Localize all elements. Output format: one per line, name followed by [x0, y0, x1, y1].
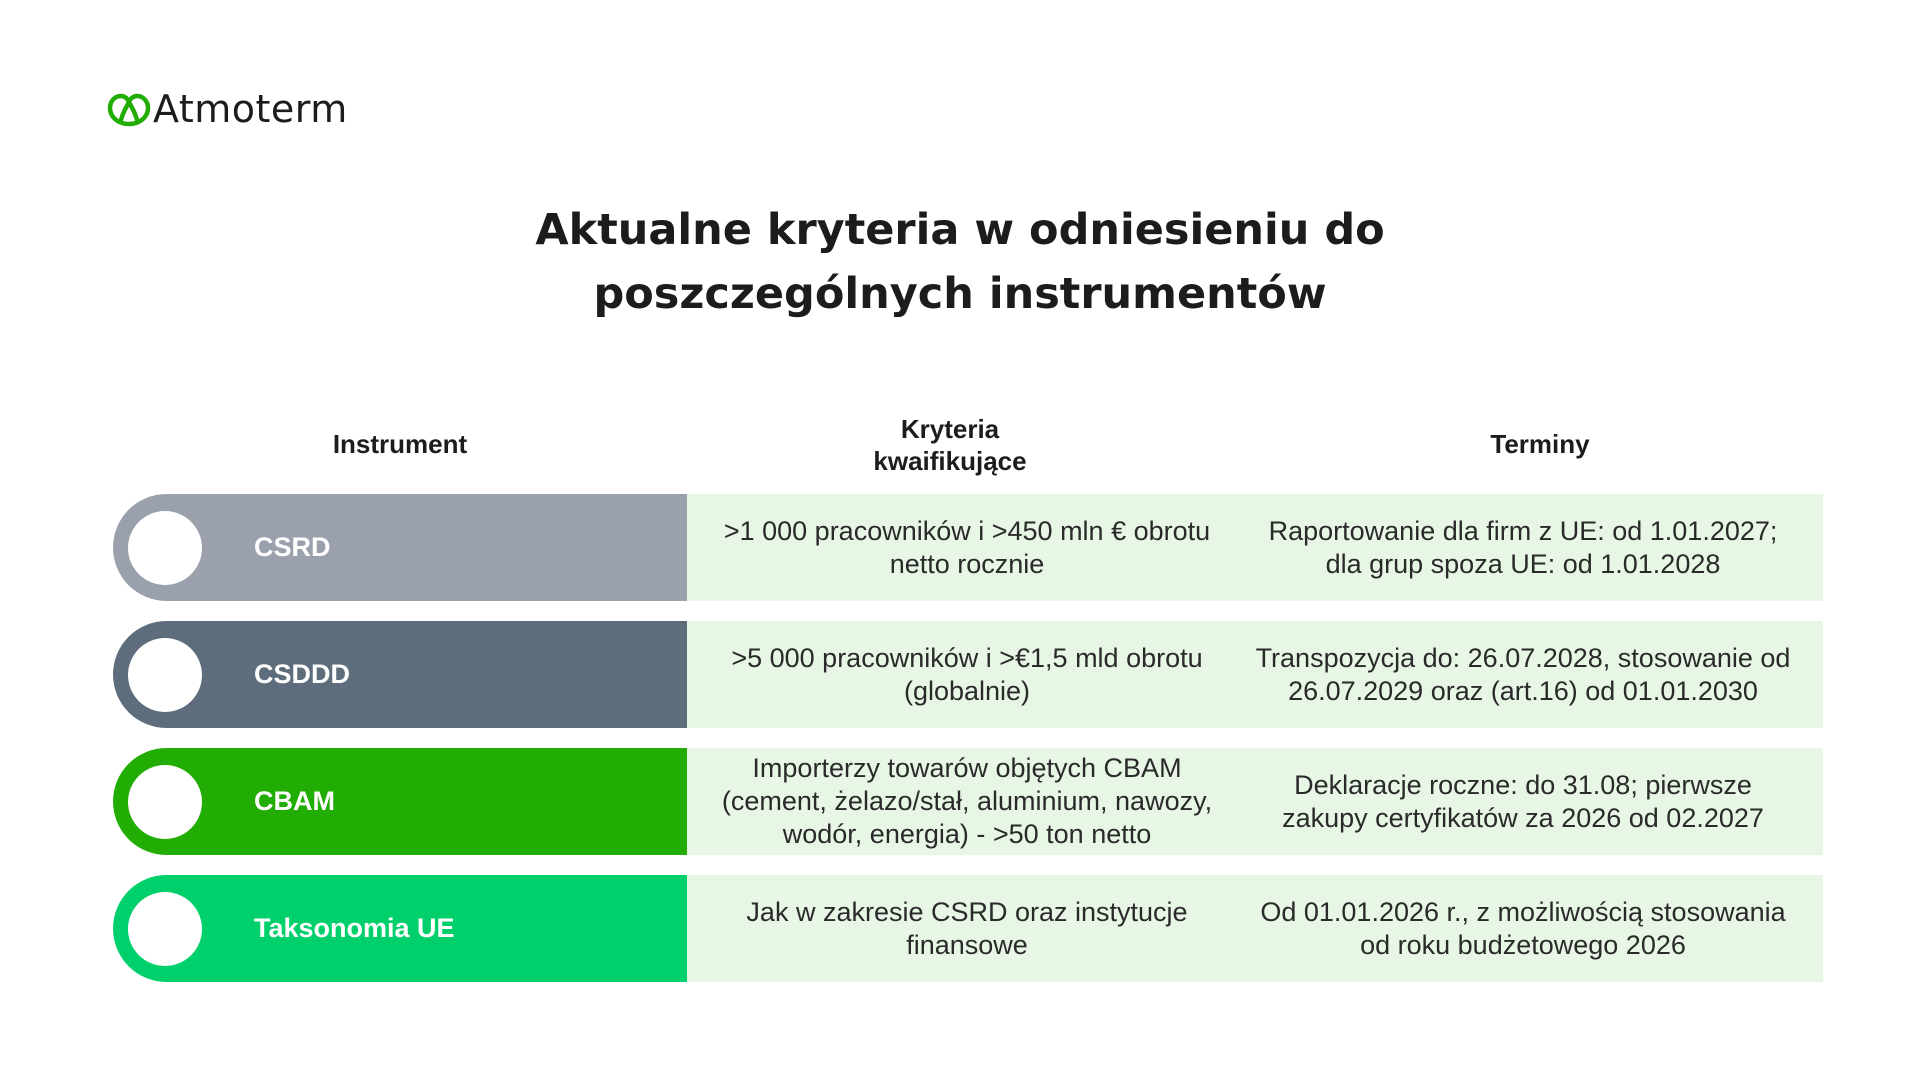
terms-cell [1243, 621, 1803, 728]
criteria-text: >1 000 pracowników i >450 mln € obrotu netto rocznie [723, 515, 1211, 579]
instrument-pill [113, 621, 687, 728]
terms-cell [1243, 875, 1803, 982]
criteria-cell [687, 875, 1247, 982]
logo-text: Atmoterm [153, 87, 348, 131]
atmoterm-logo-icon [107, 90, 151, 128]
page-title: Aktualne kryteria w odniesieniu do poszczególnych instrumentów [535, 205, 1385, 319]
instrument-pill [113, 748, 687, 855]
terms-text: Od 01.01.2026 r., z możliwością stosowania od roku budżetowego 2026 [1260, 896, 1786, 960]
instrument-label: CSRD [254, 532, 331, 562]
pill-circle [128, 511, 202, 585]
criteria-text: Jak w zakresie CSRD oraz instytucje finansowe [746, 896, 1188, 960]
row-cells [687, 621, 1823, 728]
terms-cell [1243, 748, 1803, 855]
instrument-label: Taksonomia UE [254, 913, 455, 943]
terms-text: Transpozycja do: 26.07.2028, stosowanie od 26.07.2029 oraz (art.16) od 01.01.2030 [1255, 642, 1791, 706]
row-cells [687, 748, 1823, 855]
pill-circle [128, 638, 202, 712]
table-row-csrd [113, 494, 1823, 601]
column-header-instrument: Instrument [332, 429, 468, 459]
pill-circle [128, 892, 202, 966]
brand-logo [107, 88, 348, 130]
terms-cell [1243, 494, 1803, 601]
table-row-csddd [113, 621, 1823, 728]
instrument-label: CBAM [254, 786, 335, 816]
pill-circle [128, 765, 202, 839]
column-header-criteria-label: Kryteria kwaifikujące [873, 414, 1027, 476]
row-cells [687, 494, 1823, 601]
column-header-terms: Terminy [1490, 429, 1590, 459]
row-cells [687, 875, 1823, 982]
criteria-cell [687, 748, 1247, 855]
criteria-text: >5 000 pracowników i >€1,5 mld obrotu (globalnie) [731, 642, 1203, 706]
instrument-pill [113, 875, 687, 982]
instrument-label: CSDDD [254, 659, 351, 689]
instrument-pill [113, 494, 687, 601]
criteria-text: Importerzy towarów objętych CBAM (cement, żelazo/stał, aluminium, nawozy, wodór, energia) - >50 ton netto [721, 753, 1213, 849]
table-row-taksonomia [113, 875, 1823, 982]
criteria-cell [687, 494, 1247, 601]
table-row-cbam [113, 748, 1823, 855]
column-header-criteria [800, 413, 1100, 477]
terms-text: Deklaracje roczne: do 31.08; pierwsze zakupy certyfikatów za 2026 od 02.2027 [1282, 769, 1764, 833]
criteria-cell [687, 621, 1247, 728]
terms-text: Raportowanie dla firm z UE: od 1.01.2027; dla grup spoza UE: od 1.01.2028 [1268, 515, 1778, 579]
